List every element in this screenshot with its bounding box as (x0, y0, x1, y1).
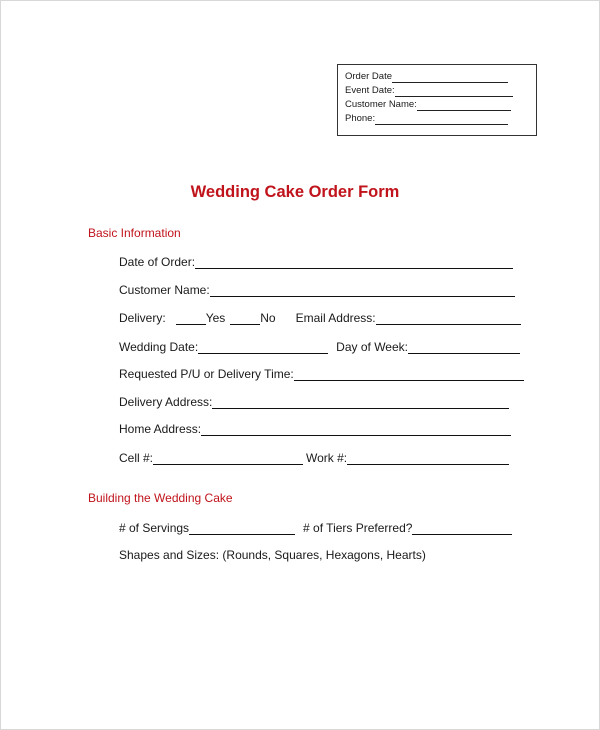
servings-label: # of Servings (119, 521, 190, 535)
page-title: Wedding Cake Order Form (190, 183, 400, 201)
delivery-address-row (119, 393, 509, 409)
date-of-order-field[interactable] (195, 256, 513, 269)
shapes-sizes-label: Shapes and Sizes: (Rounds, Squares, Hexagons, Hearts) (119, 548, 426, 562)
customer-name-line (345, 97, 536, 111)
section-basic-information: Basic Information (88, 226, 181, 240)
requested-time-field[interactable] (294, 368, 524, 381)
delivery-address-label: Delivery Address: (119, 395, 213, 409)
section-building-cake: Building the Wedding Cake (88, 491, 233, 505)
phone-numbers-row (119, 449, 509, 465)
phone-field[interactable] (375, 113, 508, 125)
servings-field[interactable] (189, 522, 295, 535)
home-address-label: Home Address: (119, 422, 202, 436)
event-date-line (345, 83, 536, 97)
wedding-date-field[interactable] (198, 341, 328, 354)
wedding-date-row (119, 338, 520, 354)
delivery-no-field[interactable] (230, 312, 260, 325)
work-label: Work #: (306, 451, 348, 465)
delivery-yes-label: Yes (205, 311, 226, 325)
delivery-label: Delivery: (119, 311, 166, 325)
customer-name-label: Customer Name: (119, 283, 210, 297)
delivery-yes-field[interactable] (176, 312, 206, 325)
day-of-week-field[interactable] (408, 341, 520, 354)
home-address-field[interactable] (201, 423, 511, 436)
tiers-label: # of Tiers Preferred? (303, 521, 413, 535)
phone-label: Phone: (345, 113, 376, 124)
delivery-address-field[interactable] (212, 396, 509, 409)
email-address-label: Email Address: (295, 311, 376, 325)
order-info-box (337, 64, 537, 136)
customer-name-row (119, 281, 515, 297)
box-customer-name-field[interactable] (417, 99, 511, 111)
cell-label: Cell #: (119, 451, 154, 465)
email-address-field[interactable] (376, 312, 521, 325)
order-date-label: Order Date (345, 71, 392, 82)
requested-time-label: Requested P/U or Delivery Time: (119, 367, 294, 381)
date-of-order-label: Date of Order: (119, 255, 196, 269)
event-date-field[interactable] (395, 85, 513, 97)
box-customer-name-label: Customer Name: (345, 99, 417, 110)
date-of-order-row (119, 253, 513, 269)
phone-line (345, 111, 536, 125)
order-date-line (345, 69, 536, 83)
customer-name-field[interactable] (210, 284, 515, 297)
delivery-row (119, 309, 521, 325)
shapes-sizes-row (119, 546, 426, 562)
tiers-field[interactable] (412, 522, 512, 535)
delivery-no-label: No (260, 311, 276, 325)
order-date-field[interactable] (392, 71, 508, 83)
event-date-label: Event Date: (345, 85, 395, 96)
cell-field[interactable] (153, 452, 303, 465)
servings-row (119, 519, 512, 535)
day-of-week-label: Day of Week: (336, 340, 408, 354)
home-address-row (119, 420, 511, 436)
work-field[interactable] (347, 452, 509, 465)
wedding-date-label: Wedding Date: (119, 340, 199, 354)
requested-time-row (119, 365, 524, 381)
